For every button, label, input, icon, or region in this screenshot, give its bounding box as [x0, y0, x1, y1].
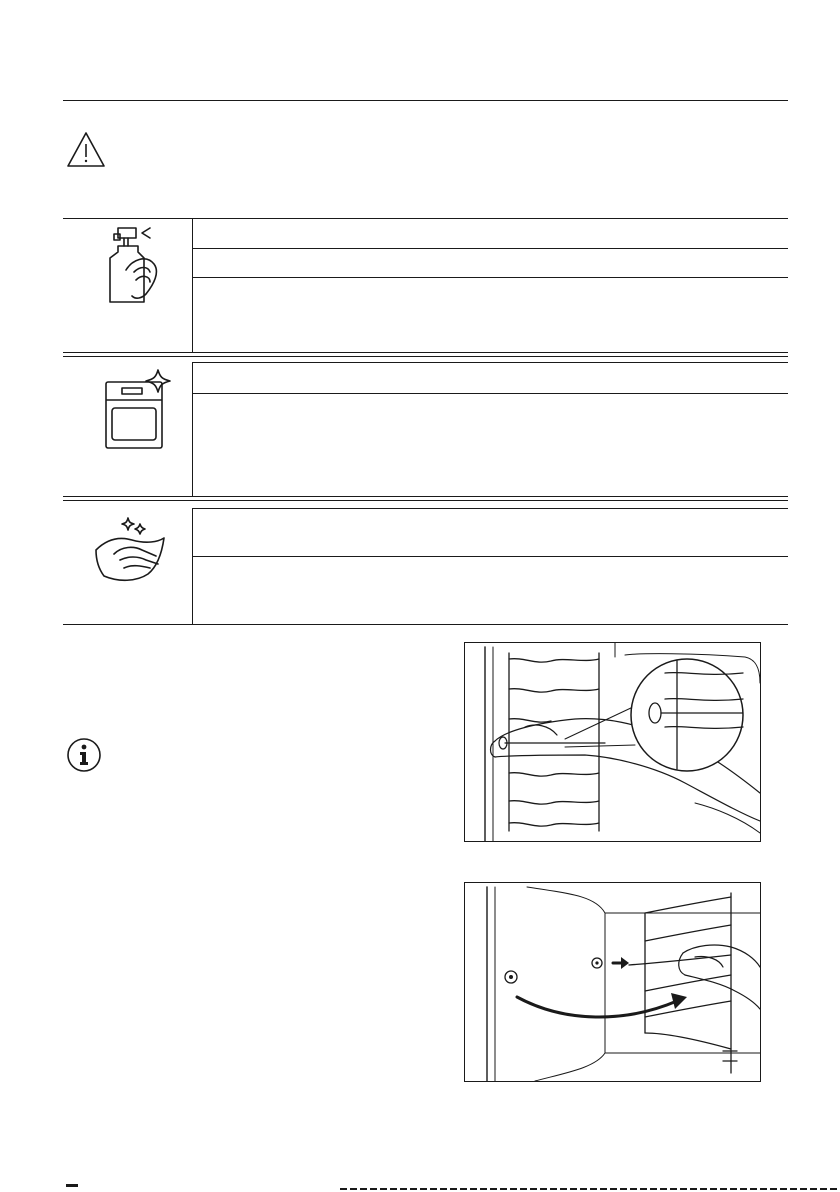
hand-wiping-cloth-icon [92, 516, 168, 586]
table-row-divider [63, 218, 788, 219]
table-row-divider [193, 393, 788, 394]
info-circle-icon [66, 737, 102, 773]
page-number-mark [66, 1184, 78, 1187]
table-row-divider [193, 508, 788, 509]
warning-triangle-icon [66, 131, 106, 169]
table-column-divider [192, 362, 193, 496]
footer-print-strip [340, 1188, 840, 1190]
table-section-divider-top [63, 352, 788, 353]
table-row-divider [193, 362, 788, 363]
table-row-divider [193, 556, 788, 557]
table-column-divider [192, 218, 193, 352]
table-section-divider-bottom [63, 356, 788, 357]
table-section-divider-top [63, 496, 788, 497]
table-bottom-rule [63, 624, 788, 625]
clean-oven-sparkle-icon [100, 368, 176, 452]
table-section-divider-bottom [63, 500, 788, 501]
table-row-divider [193, 248, 788, 249]
table-row-divider [193, 277, 788, 278]
shelf-support-removal-figure [464, 642, 761, 842]
spray-bottle-cloth-icon [104, 224, 164, 304]
table-column-divider [192, 508, 193, 624]
shelf-support-installation-figure [464, 882, 761, 1082]
header-rule [63, 100, 788, 101]
